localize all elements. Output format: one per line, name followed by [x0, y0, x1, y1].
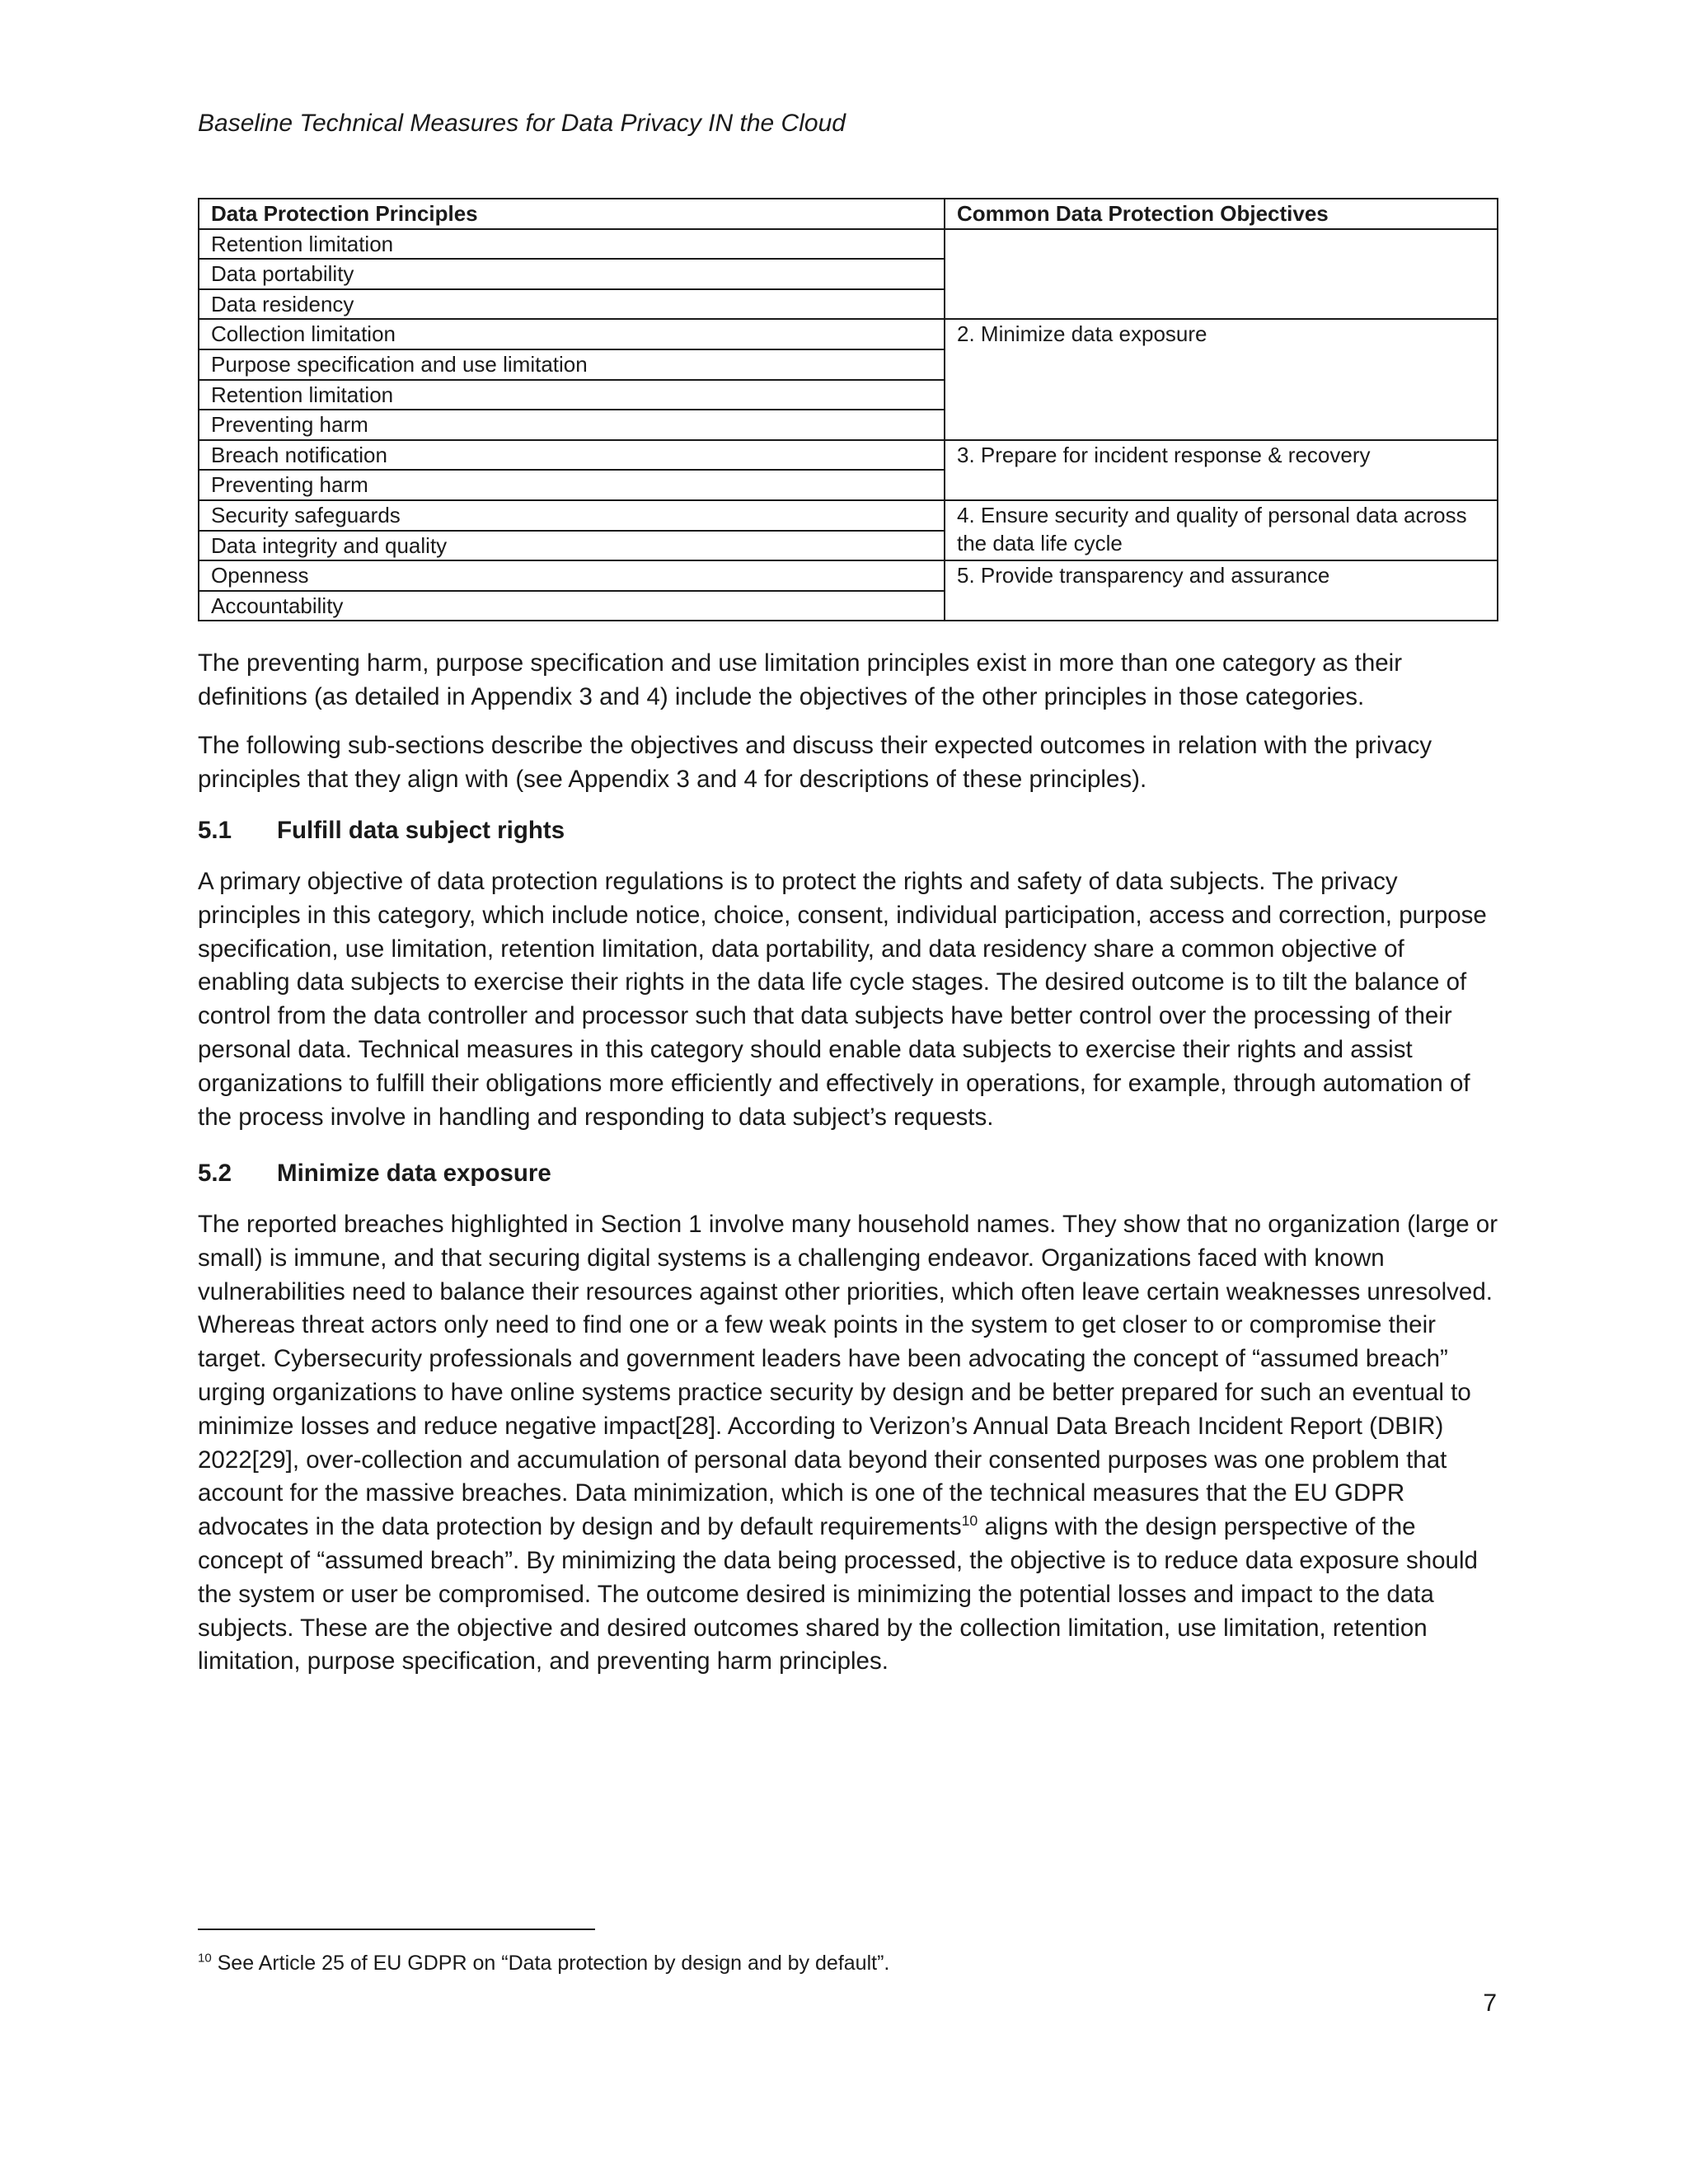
objective-cell	[945, 229, 1498, 320]
table-row	[199, 440, 1498, 471]
table-header-principles: Data Protection Principles	[199, 199, 945, 229]
table-row	[199, 560, 1498, 591]
footnote-text: See Article 25 of EU GDPR on “Data protection by design and by default”.	[211, 1952, 890, 1975]
principle-cell: Accountability	[199, 591, 945, 621]
principle-cell: Preventing harm	[199, 410, 945, 440]
section-heading-5-2	[198, 1160, 551, 1188]
running-header: Baseline Technical Measures for Data Privacy IN the Cloud	[198, 110, 846, 137]
principle-cell: Data portability	[199, 259, 945, 289]
principles-objectives-table	[198, 198, 1498, 621]
section-title: Fulfill data subject rights	[277, 817, 565, 844]
footnote-reference[interactable]: 10	[961, 1512, 978, 1530]
section-number: 5.2	[198, 1160, 232, 1187]
footnote-separator	[198, 1929, 595, 1930]
principle-cell: Retention limitation	[199, 380, 945, 410]
section-title: Minimize data exposure	[277, 1160, 551, 1187]
section-5-1-body: A primary objective of data protection regulations is to protect the rights and safety of data subjects. The privacy principles in this category, which include notice, choice, consent, individual participation, access and correction, purpose specification, use limitation, retention limitation, data portability, and data residency share a common objective of enabling data subjects to exercise their rights in the data life cycle stages. The desired outcome is to tilt the balance of control from the data controller and processor such that data subjects have better control over the processing of their personal data. Technical measures in this category should enable data subjects to exercise their rights and assist organizations to fulfill their obligations more efficiently and effectively in operations, for example, through automation of the process involve in handling and responding to data subject’s requests.	[198, 868, 1487, 1131]
objective-cell: 2. Minimize data exposure	[945, 319, 1498, 439]
page-number: 7	[1483, 1990, 1497, 2017]
section-number: 5.1	[198, 817, 232, 844]
table-row	[199, 500, 1498, 531]
principle-cell: Retention limitation	[199, 229, 945, 260]
table-row	[199, 229, 1498, 260]
paragraph-preventing-harm: The preventing harm, purpose specification and use limitation principles exist in more than one category as their definitions (as detailed in Appendix 3 and 4) include the objectives of the other principles in those categories.	[198, 649, 1403, 710]
paragraph-subsections-intro: The following sub-sections describe the objectives and discuss their expected outcomes in relation with the privacy principles that they align with (see Appendix 3 and 4 for descriptions of these principles).	[198, 732, 1432, 793]
section-5-2-body-part2: aligns with the design perspective of the concept of “assumed breach”. By minimizing the data being processed, the objective is to reduce data exposure should the system or user be compromised. The outcome desired is minimizing the potential losses and impact to the data subjects. These are the objective and desired outcomes shared by the collection limitation, use limitation, retention limitation, purpose specification, and preventing harm principles.	[198, 1513, 1478, 1675]
table-header-objectives: Common Data Protection Objectives	[945, 199, 1498, 229]
table-row	[199, 319, 1498, 349]
principle-cell: Collection limitation	[199, 319, 945, 349]
section-heading-5-1	[198, 817, 565, 845]
footnote-marker: 10	[198, 1951, 212, 1966]
principle-cell: Purpose specification and use limitation	[199, 349, 945, 380]
objective-cell: 4. Ensure security and quality of personal data across the data life cycle	[945, 500, 1498, 560]
principle-cell: Preventing harm	[199, 470, 945, 500]
table-header-row	[199, 199, 1498, 229]
objective-cell: 3. Prepare for incident response & recovery	[945, 440, 1498, 500]
principle-cell: Data integrity and quality	[199, 531, 945, 561]
principle-cell: Openness	[199, 560, 945, 591]
footnote	[198, 1952, 889, 1975]
section-5-2-body	[198, 1208, 1500, 1679]
principle-cell: Breach notification	[199, 440, 945, 471]
section-5-2-body-part1: The reported breaches highlighted in Section 1 involve many household names. They show that no organization (large or small) is immune, and that securing digital systems is a challenging endeavor. Organizations faced with known vulnerabilities need to balance their resources against other priorities, which often leave certain weaknesses unresolved. Whereas threat actors only need to find one or a few weak points in the system to get closer to or compromise their target. Cybersecurity professionals and government leaders have been advocating the concept of “assumed breach” urging organizations to have online systems practice security by design and be better prepared for such an eventual to minimize losses and reduce negative impact[28]. According to Verizon’s Annual Data Breach Incident Report (DBIR) 2022[29], over-collection and accumulation of personal data beyond their consented purposes was one problem that account for the massive breaches. Data minimization, which is one of the technical measures that the EU GDPR advocates in the data protection by design and by default requirements	[198, 1211, 1498, 1541]
objective-cell: 5. Provide transparency and assurance	[945, 560, 1498, 621]
principle-cell: Security safeguards	[199, 500, 945, 531]
principle-cell: Data residency	[199, 289, 945, 320]
